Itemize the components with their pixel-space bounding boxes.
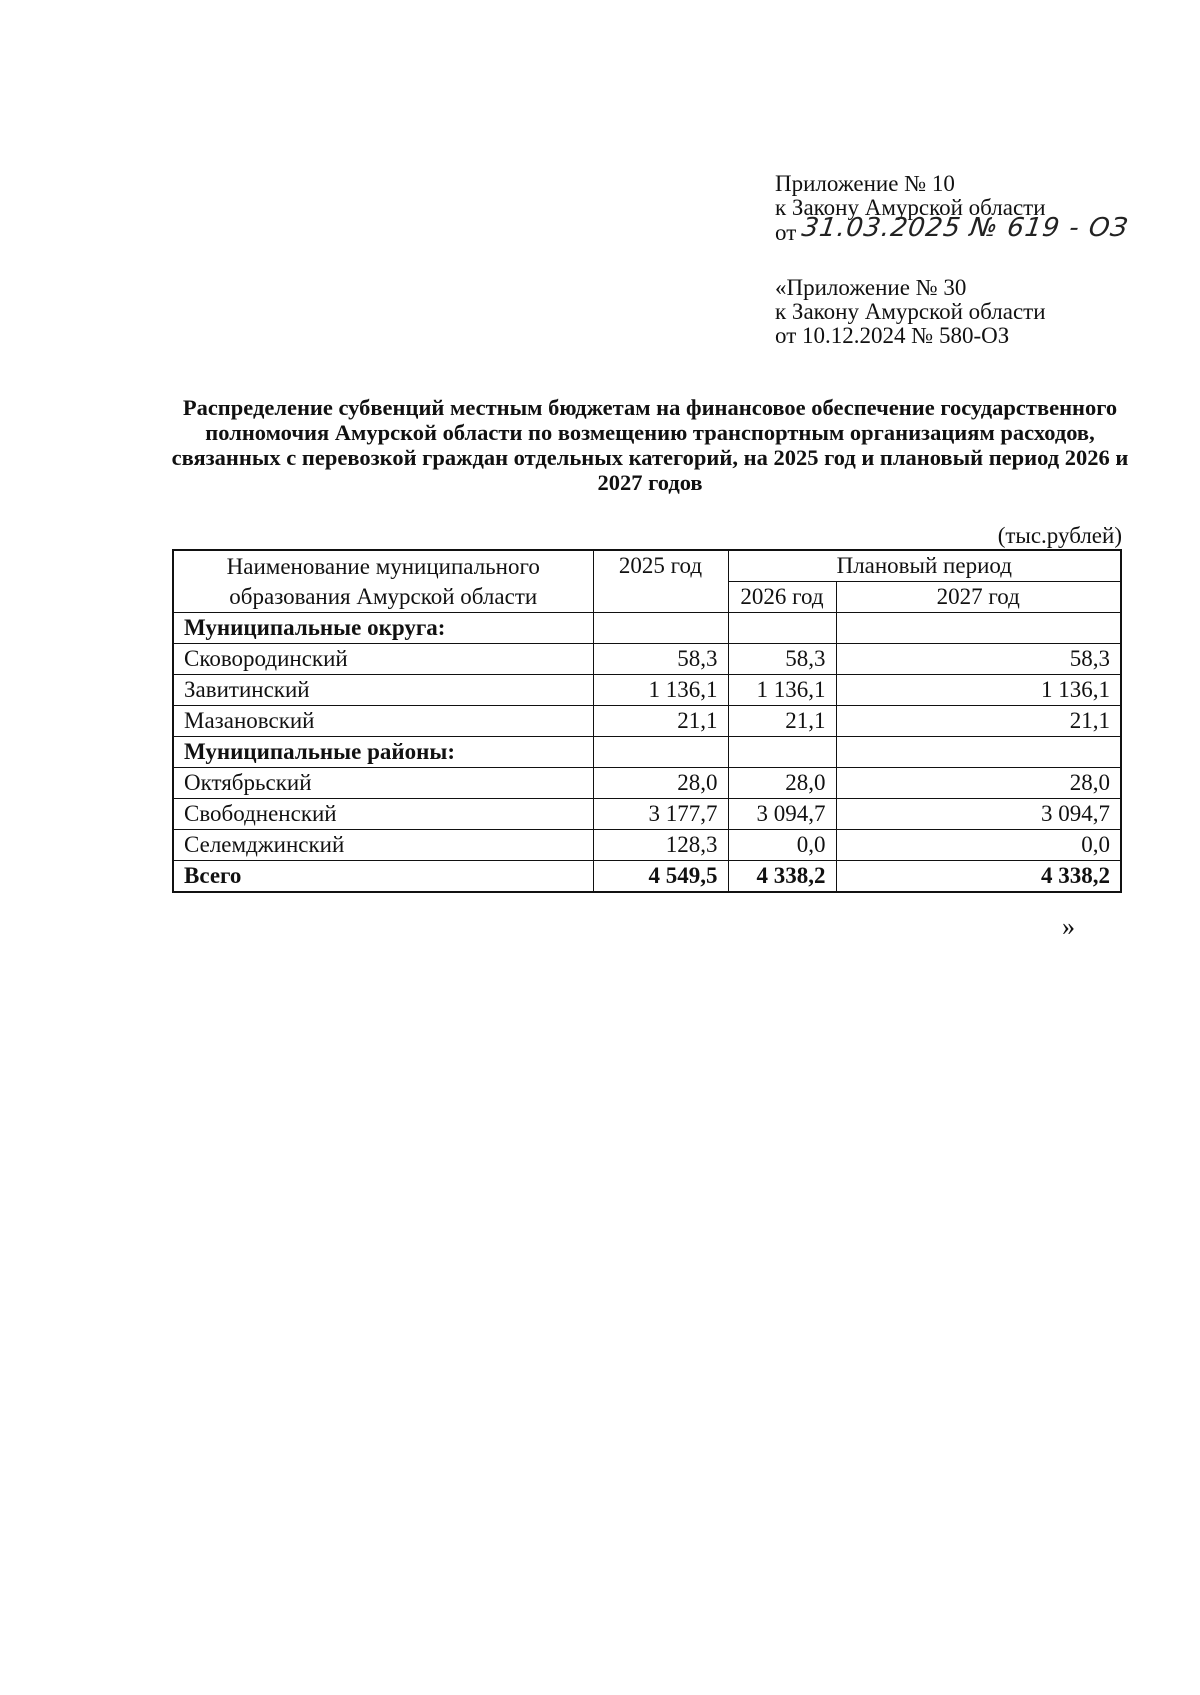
amended-law-ref: к Закону Амурской области [775, 299, 1046, 324]
amended-date-line: от 10.12.2024 № 580-ОЗ [775, 323, 1010, 348]
row-name: Завитинский [173, 675, 593, 706]
header-2027: 2027 год [836, 582, 1121, 613]
row-2027: 0,0 [836, 830, 1121, 861]
row-2027: 28,0 [836, 768, 1121, 799]
amended-appendix-number: «Приложение № 30 [775, 275, 967, 300]
table-row [173, 706, 1121, 737]
appendix-block-current [775, 172, 1175, 245]
appendix-block-amended [775, 276, 1175, 348]
row-2025: 58,3 [593, 644, 728, 675]
appendix-number: Приложение № 10 [775, 171, 955, 196]
row-name: Сковородинский [173, 644, 593, 675]
row-2026: 3 094,7 [728, 799, 836, 830]
row-2026: 21,1 [728, 706, 836, 737]
total-label: Всего [173, 861, 593, 893]
row-name: Селемджинский [173, 830, 593, 861]
handwritten-date-number: 31.03.2025 № 619 - ОЗ [799, 213, 1131, 243]
row-2027: 21,1 [836, 706, 1121, 737]
closing-quote: » [1062, 912, 1075, 941]
row-2026: 28,0 [728, 768, 836, 799]
total-2026: 4 338,2 [728, 861, 836, 893]
header-name: Наименование муниципального образования Амурской области [173, 550, 593, 613]
row-2026: 58,3 [728, 644, 836, 675]
row-2026: 0,0 [728, 830, 836, 861]
row-2027: 1 136,1 [836, 675, 1121, 706]
section-row [173, 737, 1121, 768]
document-title: Распределение субвенций местным бюджетам на финансовое обеспечение государственного полномочия Амурской области по возмещению транспортным организациям расходов, связанных с перевозкой граждан отдельных категорий, на 2025 год и плановый период 2026 и 2027 годов [171, 395, 1129, 495]
header-2025: 2025 год [593, 550, 728, 613]
row-2027: 3 094,7 [836, 799, 1121, 830]
table-row [173, 675, 1121, 706]
table-row [173, 768, 1121, 799]
header-row-1 [173, 550, 1121, 582]
row-2025: 128,3 [593, 830, 728, 861]
row-2025: 1 136,1 [593, 675, 728, 706]
appendix-law-ref: к Закону Амурской области [775, 195, 1046, 220]
appendix-date-line [775, 213, 1175, 245]
row-2025: 3 177,7 [593, 799, 728, 830]
row-name: Октябрьский [173, 768, 593, 799]
total-row [173, 861, 1121, 893]
table-row [173, 644, 1121, 675]
header-planned-period: Плановый период [728, 550, 1121, 582]
row-2027: 58,3 [836, 644, 1121, 675]
row-2026: 1 136,1 [728, 675, 836, 706]
total-2027: 4 338,2 [836, 861, 1121, 893]
section-row [173, 613, 1121, 644]
units-label: (тыс.рублей) [997, 523, 1122, 548]
section-label: Муниципальные районы: [173, 737, 593, 768]
header-2026: 2026 год [728, 582, 836, 613]
row-name: Свободненский [173, 799, 593, 830]
date-prefix: от [775, 220, 797, 245]
row-name: Мазановский [173, 706, 593, 737]
section-label: Муниципальные округа: [173, 613, 593, 644]
row-2025: 28,0 [593, 768, 728, 799]
subvention-table [172, 549, 1122, 893]
total-2025: 4 549,5 [593, 861, 728, 893]
row-2025: 21,1 [593, 706, 728, 737]
table-row [173, 799, 1121, 830]
table-row [173, 830, 1121, 861]
